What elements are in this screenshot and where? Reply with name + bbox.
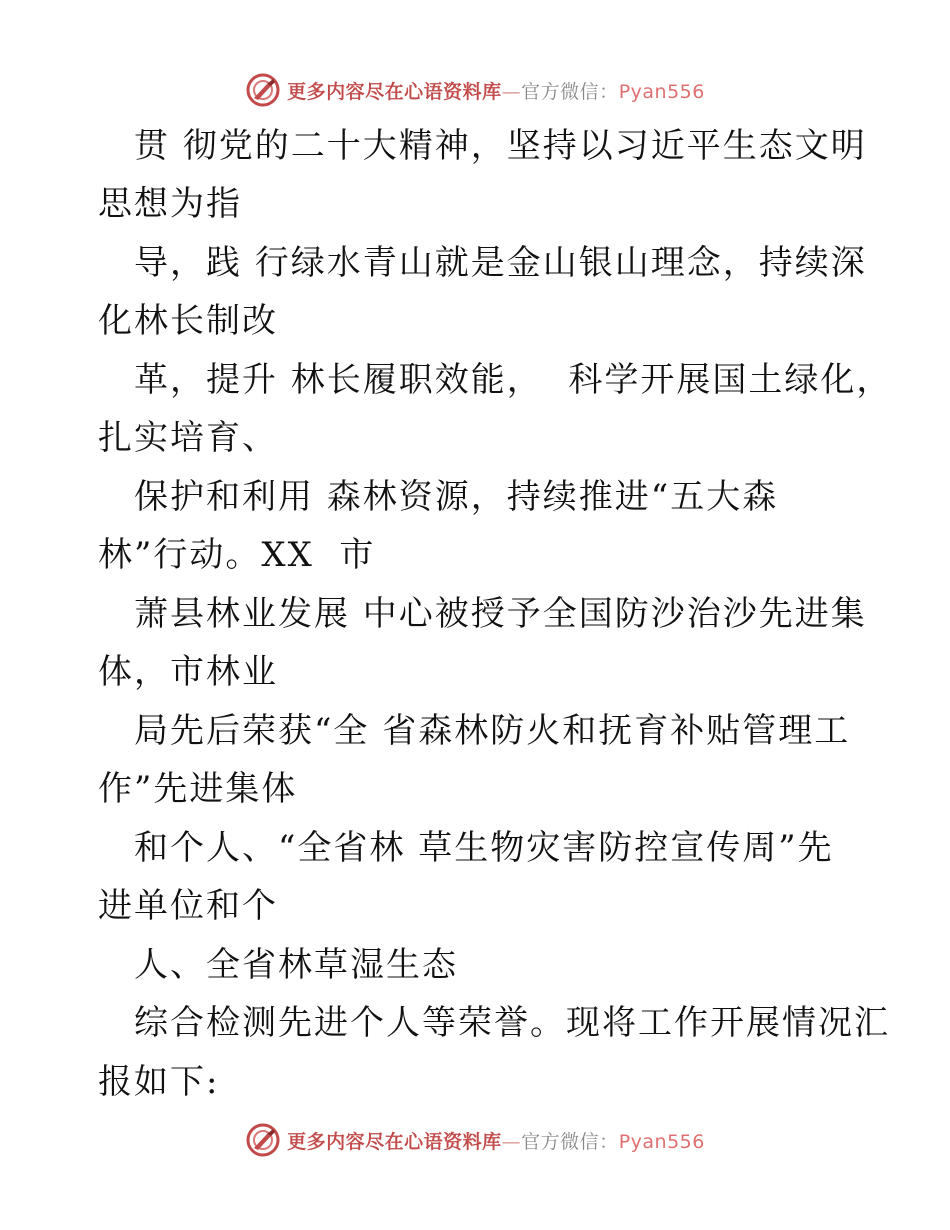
footer-banner-id: Pyan556 xyxy=(618,1130,705,1153)
footer-watermark-banner xyxy=(0,1120,950,1160)
body-line: 林”行动。XX 市 xyxy=(98,535,376,575)
body-line: 人、全省林草湿生态 xyxy=(134,945,458,985)
header-banner-separator: — xyxy=(501,80,522,103)
footer-banner-separator: — xyxy=(501,1130,522,1153)
body-line: 报如下: xyxy=(98,1062,220,1102)
footer-banner-main: 更多内容尽在心语资料库 xyxy=(287,1130,502,1153)
body-line: 保护和利用 森林资源，持续推进“五大森 xyxy=(134,477,779,517)
body-line: 局先后荣获“全 省森林防火和抚育补贴管理工 xyxy=(134,711,851,751)
footer-banner-text xyxy=(287,1127,705,1154)
header-banner-label: 官方微信： xyxy=(521,80,619,103)
brand-logo-icon xyxy=(245,72,281,108)
body-line: 思想为指 xyxy=(98,184,242,224)
body-line: 和个人、“全省林 草生物灾害防控宣传周”先 xyxy=(134,828,834,868)
body-line: 贯 彻党的二十大精神，坚持以习近平生态文明 xyxy=(134,126,867,166)
body-line: 化林长制改 xyxy=(98,301,278,341)
header-banner-id: Pyan556 xyxy=(618,80,705,103)
body-line: 导，践 行绿水青山就是金山银山理念，持续深 xyxy=(134,243,867,283)
body-line: 革，提升 林长履职效能， 科学开展国土绿化， xyxy=(134,360,893,400)
document-body xyxy=(0,120,950,1120)
header-watermark-banner xyxy=(0,70,950,110)
body-line: 作”先进集体 xyxy=(98,769,298,809)
header-banner-main: 更多内容尽在心语资料库 xyxy=(287,80,502,103)
body-line: 扎实培育、 xyxy=(98,418,278,458)
body-line: 体，市林业 xyxy=(98,652,278,692)
body-line: 萧县林业发展 中心被授予全国防沙治沙先进集 xyxy=(134,594,867,634)
brand-logo-icon xyxy=(245,1122,281,1158)
body-line: 进单位和个 xyxy=(98,886,278,926)
body-line: 综合检测先进个人等荣誉。现将工作开展情况汇 xyxy=(134,1003,890,1043)
footer-banner-label: 官方微信： xyxy=(521,1130,619,1153)
header-banner-text xyxy=(287,77,705,104)
